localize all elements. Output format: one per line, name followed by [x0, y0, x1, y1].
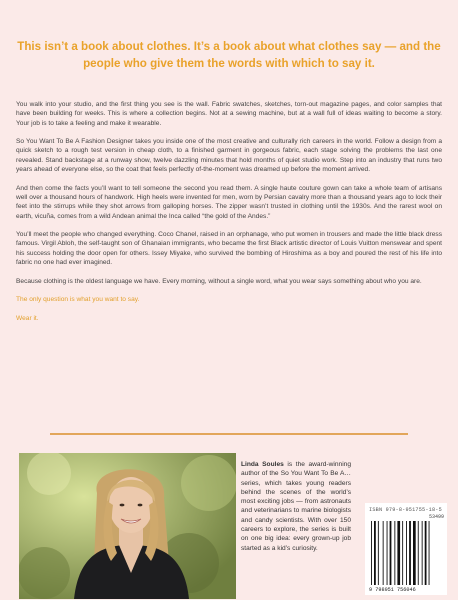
- blurb-paragraph: The only question is what you want to say.: [16, 296, 140, 304]
- barcode-bar: [378, 521, 379, 585]
- barcode-bar: [402, 521, 403, 585]
- blurb-paragraph: You walk into your studio, and the first thing you see is the wall. Fabric swatches, sketches, torn-out magazine pages, and color samples that have been building for weeks. This is where a collection begins. Not at a sewing machine, but at a wall full of ideas waiting to become a story. Your job is to take a feeling and make it wearable.: [16, 101, 442, 127]
- barcode-bar: [371, 521, 372, 585]
- barcode-bar: [397, 521, 400, 585]
- barcode-bar: [418, 521, 419, 585]
- author-portrait-illustration: [19, 453, 236, 599]
- barcode-bar: [394, 521, 395, 585]
- back-cover-headline: This isn’t a book about clothes. It’s a book about what clothes say — and the people who give them the words with which to say it.: [17, 40, 441, 70]
- barcode-bar: [406, 521, 407, 585]
- author-bio: [241, 460, 351, 553]
- barcode-bar: [387, 521, 388, 585]
- barcode-bar: [425, 521, 427, 585]
- barcode-bar: [390, 521, 392, 585]
- blurb-paragraph: You’ll meet the people who changed everything. Coco Chanel, raised in an orphanage, who put women in trousers and made the little black dress famous. Virgil Abloh, the self-taught son of Ghanaian immigrants, who became the first Black artistic director of Louis Vuitton menswear and spent his success holding the door open for others. Issey Miyake, who survived the bombing of Hiroshima as a boy and poured the rest of his life into fabric no one had ever imagined.: [16, 231, 442, 267]
- author-photo: [19, 453, 236, 599]
- barcode-bar: [409, 521, 411, 585]
- price-code: 53499: [428, 514, 444, 520]
- barcode-bar: [383, 521, 384, 585]
- author-name: Linda Soules: [241, 461, 284, 468]
- isbn-label: ISBN 979-8-951755-18-5: [369, 507, 442, 513]
- isbn-number: 9 798951 756046: [369, 587, 416, 593]
- barcode-bar: [429, 521, 430, 585]
- isbn-barcode-box: [365, 503, 447, 595]
- blurb-paragraph: Because clothing is the oldest language we have. Every morning, without a single word, what you wear says something about who you are.: [16, 277, 422, 285]
- blurb-paragraph: So You Want To Be A Fashion Designer takes you inside one of the most creative and culturally rich careers in the world. Follow a design from a quick sketch to a rough test version in cheap cloth, to a finished garment in gorgeous fabric, each stage solving the problems the last one revealed. Stand backstage at a runway show, twelve dazzling minutes that hold months of quiet studio work. Step into an industry that runs two years ahead of everyone else, so the coat that feels perfectly of-the-moment was dreamed up before the moment arrived.: [16, 138, 442, 174]
- barcode-bar: [422, 521, 423, 585]
- blurb-paragraph: Wear it.: [16, 314, 39, 322]
- blurb-body: [16, 100, 442, 332]
- author-bio-text: is the award-winning author of the So You Want To Be A… series, which takes young readers behind the scenes of the world’s most exciting jobs — from astronauts and veterinarians to marine biologists and candy scientists. With over 150 careers to explore, the series is built on one big idea: every grown-up job started as a kid’s curiosity.: [241, 461, 351, 552]
- barcode-bar: [374, 521, 376, 585]
- barcode-bar: [413, 521, 416, 585]
- blurb-paragraph: And then come the facts you’ll want to tell someone the second you read them. A single haute couture gown can take a whole team of artisans well over a thousand hours of handwork. High heels were invented for men, worn by Persian cavalry more than a thousand years ago to lock their feet into the stirrups while they shot arrows from galloping horses. The zipper wasn’t trusted in clothing until the 1930s. And the rarest wool on earth, vicuña, comes from a wild Andean animal the Inca called “the gold of the Andes.”: [16, 184, 442, 220]
- divider-rule: [50, 433, 408, 435]
